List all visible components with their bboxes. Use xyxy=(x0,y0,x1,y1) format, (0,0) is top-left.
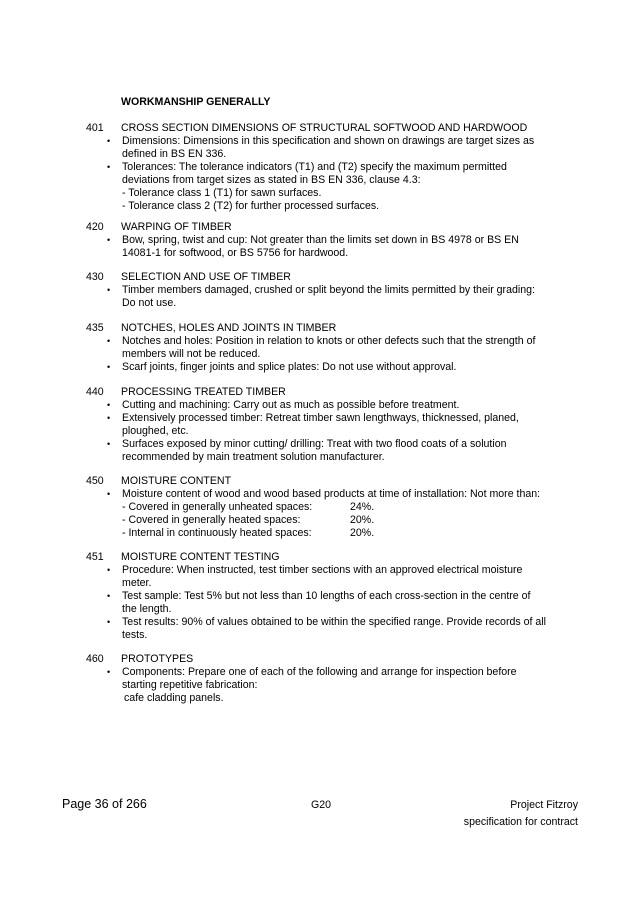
bullet-icon: • xyxy=(107,136,111,146)
clause-text: Scarf joints, finger joints and splice plates: Do not use without approval. xyxy=(122,361,457,373)
document-subtitle: specification for contract xyxy=(463,816,578,828)
page-number: Page 36 of 266 xyxy=(62,797,147,811)
clause-title: SELECTION AND USE OF TIMBER xyxy=(121,271,291,283)
clause-number: 440 xyxy=(86,386,104,398)
bullet-icon: • xyxy=(107,667,111,677)
page-heading: WORKMANSHIP GENERALLY xyxy=(121,96,271,108)
moisture-item-label: - Internal in continuously heated spaces: xyxy=(122,527,312,539)
clause-text: Cutting and machining: Carry out as much as possible before treatment. xyxy=(122,399,460,411)
moisture-item-label: - Covered in generally heated spaces: xyxy=(122,514,301,526)
clause-text: Tolerances: The tolerance indicators (T1) and (T2) specify the maximum permitted xyxy=(122,161,507,173)
clause-text: members will not be reduced. xyxy=(122,348,261,360)
bullet-icon: • xyxy=(107,413,111,423)
project-name: Project Fitzroy xyxy=(510,799,578,811)
moisture-item-value: 24%. xyxy=(350,501,375,513)
clause-text: 14081-1 for softwood, or BS 5756 for hardwood. xyxy=(122,247,349,259)
clause-text: cafe cladding panels. xyxy=(124,692,224,704)
footer-project xyxy=(464,797,578,831)
clause-text: defined in BS EN 336. xyxy=(122,148,227,160)
clause-title: PROTOTYPES xyxy=(121,653,194,665)
clause-text: Timber members damaged, crushed or split beyond the limits permitted by their grading: xyxy=(122,284,535,296)
bullet-icon: • xyxy=(107,285,111,295)
moisture-item-label: - Covered in generally unheated spaces: xyxy=(122,501,313,513)
moisture-item-value: 20%. xyxy=(350,527,375,539)
clause-subitem: - Tolerance class 1 (T1) for sawn surfaces. xyxy=(122,187,322,199)
clause-text: Test results: 90% of values obtained to be within the specified range. Provide records of all xyxy=(122,616,546,628)
clause-text: deviations from target sizes as stated in BS EN 336, clause 4.3: xyxy=(122,174,421,186)
clause-title: MOISTURE CONTENT TESTING xyxy=(121,551,280,563)
clause-text: Components: Prepare one of each of the following and arrange for inspection before xyxy=(122,666,517,678)
clause-title: MOISTURE CONTENT xyxy=(121,475,232,487)
clause-text: meter. xyxy=(122,577,152,589)
bullet-icon: • xyxy=(107,439,111,449)
clause-text: Extensively processed timber: Retreat timber sawn lengthways, thicknessed, planed, xyxy=(122,412,519,424)
bullet-icon: • xyxy=(107,362,111,372)
clause-text: Moisture content of wood and wood based products at time of installation: Not more than: xyxy=(122,488,541,500)
clause-text: Dimensions: Dimensions in this specification and shown on drawings are target sizes as xyxy=(122,135,535,147)
clause-subitem: - Tolerance class 2 (T2) for further processed surfaces. xyxy=(122,200,380,212)
clause-text: recommended by main treatment solution manufacturer. xyxy=(122,451,385,463)
bullet-icon: • xyxy=(107,591,111,601)
bullet-icon: • xyxy=(107,617,111,627)
clause-title: CROSS SECTION DIMENSIONS OF STRUCTURAL SOFTWOOD AND HARDWOOD xyxy=(121,122,528,134)
section-code: G20 xyxy=(311,799,332,811)
bullet-icon: • xyxy=(107,565,111,575)
clause-number: 401 xyxy=(86,122,104,134)
clause-text: tests. xyxy=(122,629,148,641)
clause-text: Procedure: When instructed, test timber sections with an approved electrical moisture xyxy=(122,564,523,576)
clause-number: 451 xyxy=(86,551,104,563)
clause-text: Bow, spring, twist and cup: Not greater than the limits set down in BS 4978 or BS EN xyxy=(122,234,519,246)
moisture-item-value: 20%. xyxy=(350,514,375,526)
clause-text: Notches and holes: Position in relation to knots or other defects such that the strength of xyxy=(122,335,536,347)
bullet-icon: • xyxy=(107,235,111,245)
clause-title: PROCESSING TREATED TIMBER xyxy=(121,386,286,398)
clause-text: Test sample: Test 5% but not less than 10 lengths of each cross-section in the centre of xyxy=(122,590,531,602)
bullet-icon: • xyxy=(107,162,111,172)
clause-number: 435 xyxy=(86,322,104,334)
bullet-icon: • xyxy=(107,336,111,346)
clause-number: 460 xyxy=(86,653,104,665)
clause-text: ploughed, etc. xyxy=(122,425,189,437)
clause-number: 430 xyxy=(86,271,104,283)
bullet-icon: • xyxy=(107,489,111,499)
clause-text: the length. xyxy=(122,603,172,615)
clause-number: 450 xyxy=(86,475,104,487)
bullet-icon: • xyxy=(107,400,111,410)
clause-title: NOTCHES, HOLES AND JOINTS IN TIMBER xyxy=(121,322,337,334)
clause-title: WARPING OF TIMBER xyxy=(121,221,232,233)
clause-text: Do not use. xyxy=(122,297,177,309)
clause-number: 420 xyxy=(86,221,104,233)
clause-text: starting repetitive fabrication: xyxy=(122,679,258,691)
clause-text: Surfaces exposed by minor cutting/ drilling: Treat with two flood coats of a solution xyxy=(122,438,507,450)
